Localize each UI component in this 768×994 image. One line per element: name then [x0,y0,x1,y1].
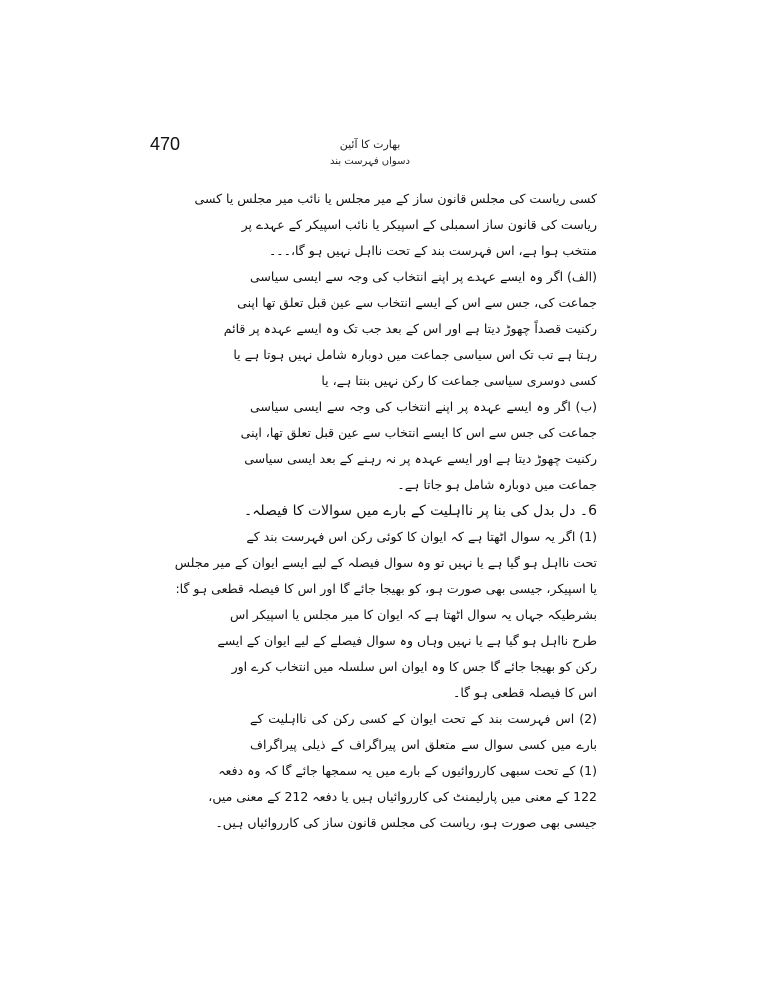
text-line: جماعت کی جس سے اس کا ایسے انتخاب سے عین قبل تعلق تھا، اپنی [240,425,597,440]
text-line: (1) کے تحت سبھی کارروائیوں کے بارے میں یہ سمجھا جائے گا کہ وہ دفعہ [218,763,597,778]
text-line: جماعت کی، جس سے اس کے ایسے انتخاب سے عین قبل تعلق تھا اپنی [237,295,597,310]
running-title-schedule: دسواں فہرست بند [330,156,410,167]
text-line: جماعت میں دوبارہ شامل ہو جاتا ہے۔ [397,477,597,492]
section-heading: 6۔ دل بدل کی بنا پر نااہلیت کے بارے میں سوالات کا فیصلہ۔ [244,503,597,519]
text-line: (1) اگر یہ سوال اٹھتا ہے کہ ایوان کا کوئی رکن اس فہرست بند کے [246,529,597,544]
text-line: (2) اس فہرست بند کے تحت ایوان کے کسی رکن کی نااہلیت کے [250,711,597,726]
text-line: (الف) اگر وہ ایسے عہدے پر اپنے انتخاب کی وجہ سے ایسی سیاسی [250,269,597,284]
page-number: 470 [150,134,181,154]
text-line: رہتا ہے تب تک اس سیاسی جماعت میں دوبارہ شامل نہیں ہوتا ہے یا [233,347,597,362]
body-text [174,186,597,836]
text-line: ریاست کی قانون ساز اسمبلی کے اسپیکر یا نائب اسپیکر کے عہدے پر [241,217,597,232]
text-line: بشرطیکہ جہاں یہ سوال اٹھتا ہے کہ ایوان کا میر مجلس یا اسپیکر اس [229,607,597,622]
text-line: کسی ریاست کی مجلس قانون ساز کے میر مجلس یا نائب میر مجلس یا کسی [194,191,597,206]
text-line: تحت نااہل ہو گیا ہے یا نہیں تو وہ سوال فیصلہ کے لیے ایسے ایوان کے میر مجلس [174,555,597,570]
text-line: رکن کو بھیجا جائے گا جس کا وہ ایوان اس سلسلہ میں انتخاب کرے اور [231,659,597,674]
text-line: یا اسپیکر، جیسی بھی صورت ہو، کو بھیجا جائے گا اور اس کا فیصلہ قطعی ہو گا: [175,581,597,596]
text-line: رکنیت قصداً چھوڑ دیتا ہے اور اس کے بعد جب تک وہ ایسے عہدہ پر قائم [223,321,597,336]
text-line: رکنیت چھوڑ دیتا ہے اور ایسے عہدہ پر نہ رہنے کے بعد ایسی سیاسی [244,451,597,466]
text-line: 122 کے معنی میں پارلیمنٹ کی کارروائیاں ہیں یا دفعہ 212 کے معنی میں، [208,789,597,804]
text-line: (ب) اگر وہ ایسے عہدہ پر اپنے انتخاب کی وجہ سے ایسی سیاسی [250,399,597,414]
text-line: اس کا فیصلہ قطعی ہو گا۔ [453,685,597,700]
text-line: کسی دوسری سیاسی جماعت کا رکن نہیں بنتا ہے، یا [321,373,597,388]
text-line: طرح نااہل ہو گیا ہے یا نہیں وہاں وہ سوال فیصلے کے لیے ایوان کے ایسے [217,633,597,648]
text-line: منتخب ہوا ہے، اس فہرست بند کے تحت نااہل نہیں ہو گا،۔۔۔ [268,243,597,258]
running-title-book: بھارت کا آئین [339,138,401,151]
text-line: جیسی بھی صورت ہو، ریاست کی مجلس قانون ساز کی کارروائیاں ہیں۔ [215,815,597,830]
text-line: بارے میں کسی سوال سے متعلق اس پیراگراف کے ذیلی پیراگراف [250,737,597,752]
